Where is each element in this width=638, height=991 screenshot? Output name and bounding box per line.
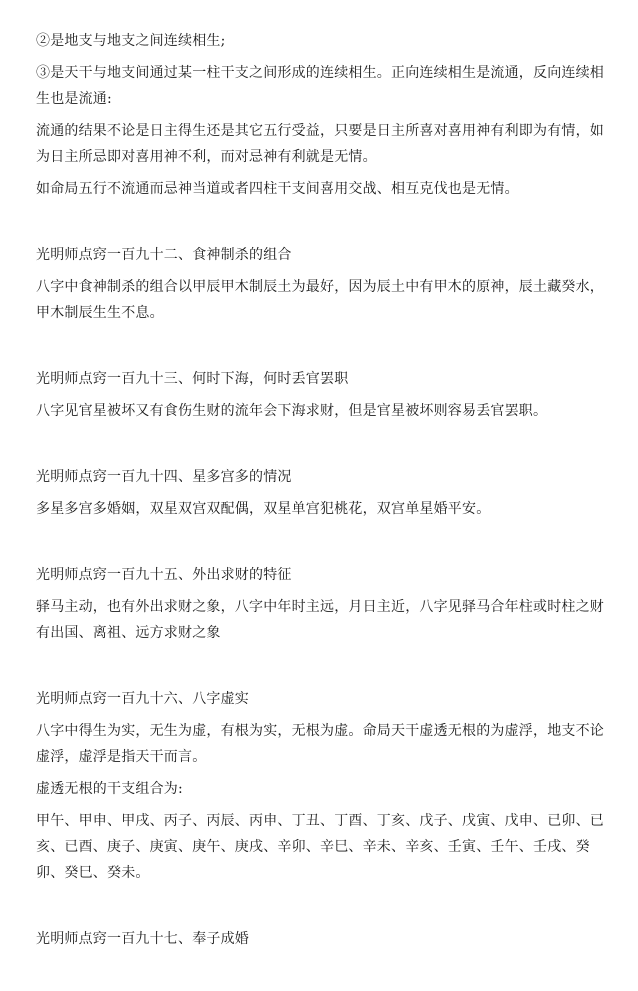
section-title-197: 光明师点窍一百九十七、奉子成婚 [36,931,249,947]
section-body-192: 八字中食神制杀的组合以甲辰甲木制辰土为最好，因为辰土中有甲木的原神，辰土藏癸水，甲木制辰生生不息。 [36,279,604,321]
paragraph-flow-result: 流通的结果不论是日主得生还是其它五行受益，只要是日主所喜对喜用神有利即为有情，如为日主所忌即对喜用神不利，而对忌神有利就是无情。 [36,123,604,165]
section-title-194: 光明师点窍一百九十四、星多宫多的情况 [36,469,292,485]
section-title-195: 光明师点窍一百九十五、外出求财的特征 [36,567,292,583]
section-body-193: 八字见官星被坏又有食伤生财的流年会下海求财，但是官星被坏则容易丢官罢职。 [36,403,548,419]
section-list-196: 甲午、甲申、甲戌、丙子、丙辰、丙申、丁丑、丁酉、丁亥、戊子、戊寅、戊申、已卯、已亥、已酉、庚子、庚寅、庚午、庚戌、辛卯、辛巳、辛未、辛亥、壬寅、壬午、壬戌、癸卯、癸巳、癸未。 [36,813,604,881]
section-title-192: 光明师点窍一百九十二、食神制杀的组合 [36,247,292,263]
section-sub-196: 虚透无根的干支组合为: [36,781,183,797]
section-title-193: 光明师点窍一百九十三、何时下海，何时丢官罢职 [36,371,349,387]
section-body-196: 八字中得生为实，无生为虚，有根为实，无根为虚。命局天干虚透无根的为虚浮，地支不论虚浮，虚浮是指天干而言。 [36,723,604,765]
section-title-196: 光明师点窍一百九十六、八字虚实 [36,691,249,707]
paragraph-stem-branch-generation: ③是天干与地支间通过某一柱干支之间形成的连续相生。正向连续相生是流通，反向连续相生也是流通: [36,65,604,107]
section-body-195: 驿马主动，也有外出求财之象，八字中年时主远，月日主近，八字见驿马合年柱或时柱之财有出国、离祖、远方求财之象 [36,599,604,641]
paragraph-branch-generation: ②是地支与地支之间连续相生; [36,33,226,49]
section-body-194: 多星多宫多婚姻，双星双宫双配偶，双星单宫犯桃花，双宫单星婚平安。 [36,501,491,517]
paragraph-no-flow: 如命局五行不流通而忌神当道或者四柱干支间喜用交战、相互克伐也是无情。 [36,181,519,197]
document-page [36,28,606,952]
